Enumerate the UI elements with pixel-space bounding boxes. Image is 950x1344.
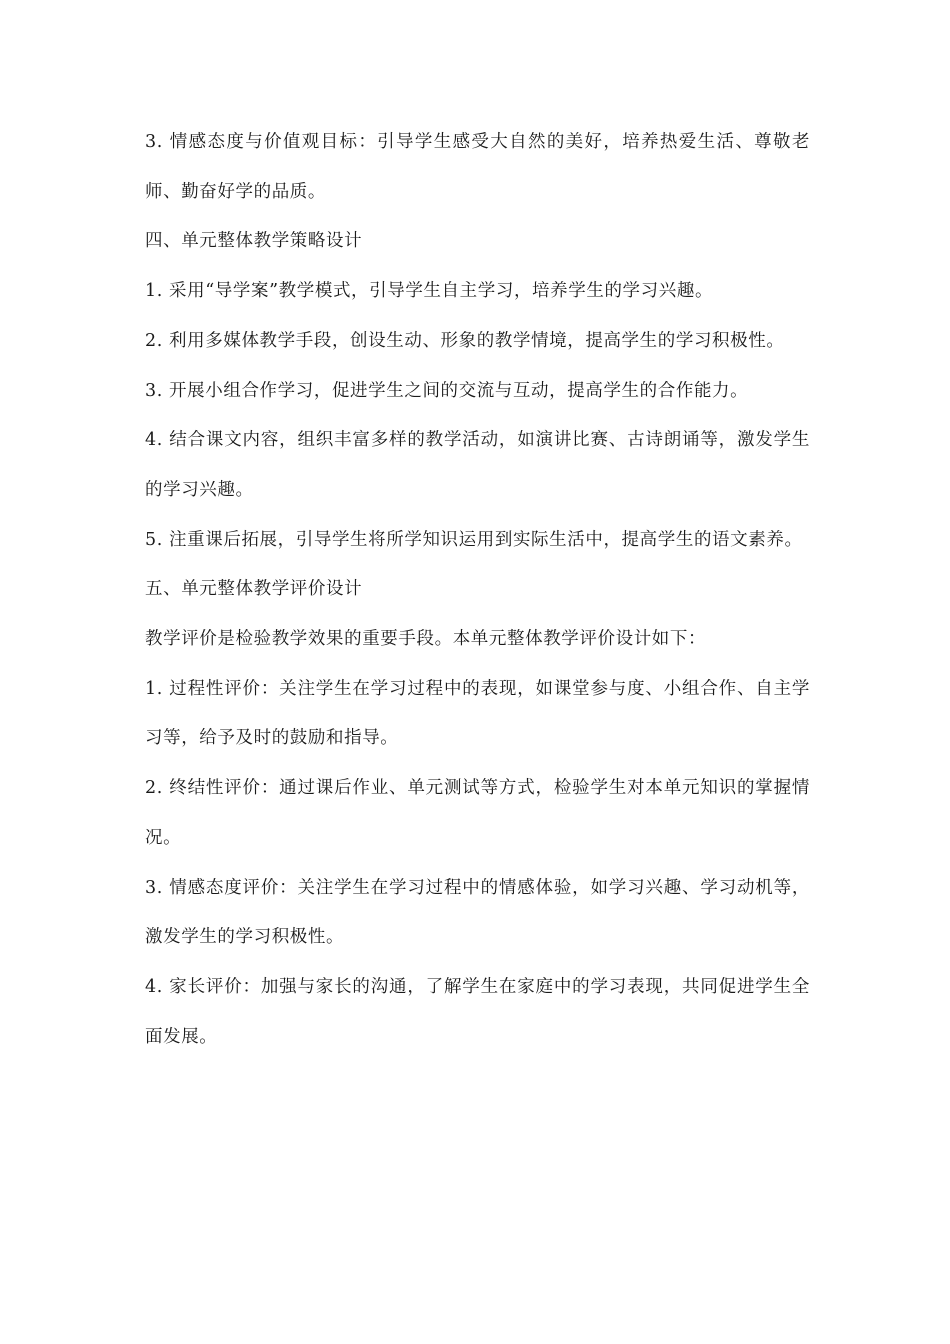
paragraph-strategy-1: 1. 采用“导学案”教学模式，引导学生自主学习，培养学生的学习兴趣。 xyxy=(145,281,714,302)
paragraph-strategy-2: 2. 利用多媒体教学手段，创设生动、形象的教学情境，提高学生的学习积极性。 xyxy=(145,330,785,351)
paragraph-strategy-4: 4. 结合课文内容，组织丰富多样的教学活动，如演讲比赛、古诗朗诵等，激发学生的学习兴趣。 xyxy=(145,430,810,500)
document-body xyxy=(145,118,810,1062)
paragraph-evaluation-intro: 教学评价是检验教学效果的重要手段。本单元整体教学评价设计如下： xyxy=(145,629,707,650)
paragraph-evaluation-1: 1. 过程性评价：关注学生在学习过程中的表现，如课堂参与度、小组合作、自主学习等，给予及时的鼓励和指导。 xyxy=(145,678,810,749)
paragraph-evaluation-3: 3. 情感态度评价：关注学生在学习过程中的情感体验，如学习兴趣、学习动机等，激发学生的学习积极性。 xyxy=(145,877,810,948)
paragraph-evaluation-2: 2. 终结性评价：通过课后作业、单元测试等方式，检验学生对本单元知识的掌握情况。 xyxy=(145,778,810,848)
heading-section-four: 四、单元整体教学策略设计 xyxy=(145,231,363,252)
paragraph-evaluation-4: 4. 家长评价：加强与家长的沟通，了解学生在家庭中的学习表现，共同促进学生全面发展。 xyxy=(145,976,810,1047)
paragraph-strategy-5: 5. 注重课后拓展，引导学生将所学知识运用到实际生活中，提高学生的语文素养。 xyxy=(145,529,803,550)
paragraph-emotional-goal: 3. 情感态度与价值观目标：引导学生感受大自然的美好，培养热爱生活、尊敬老师、勤奋好学的品质。 xyxy=(145,132,810,202)
heading-section-five: 五、单元整体教学评价设计 xyxy=(145,579,363,600)
paragraph-strategy-3: 3. 开展小组合作学习，促进学生之间的交流与互动，提高学生的合作能力。 xyxy=(145,380,749,401)
